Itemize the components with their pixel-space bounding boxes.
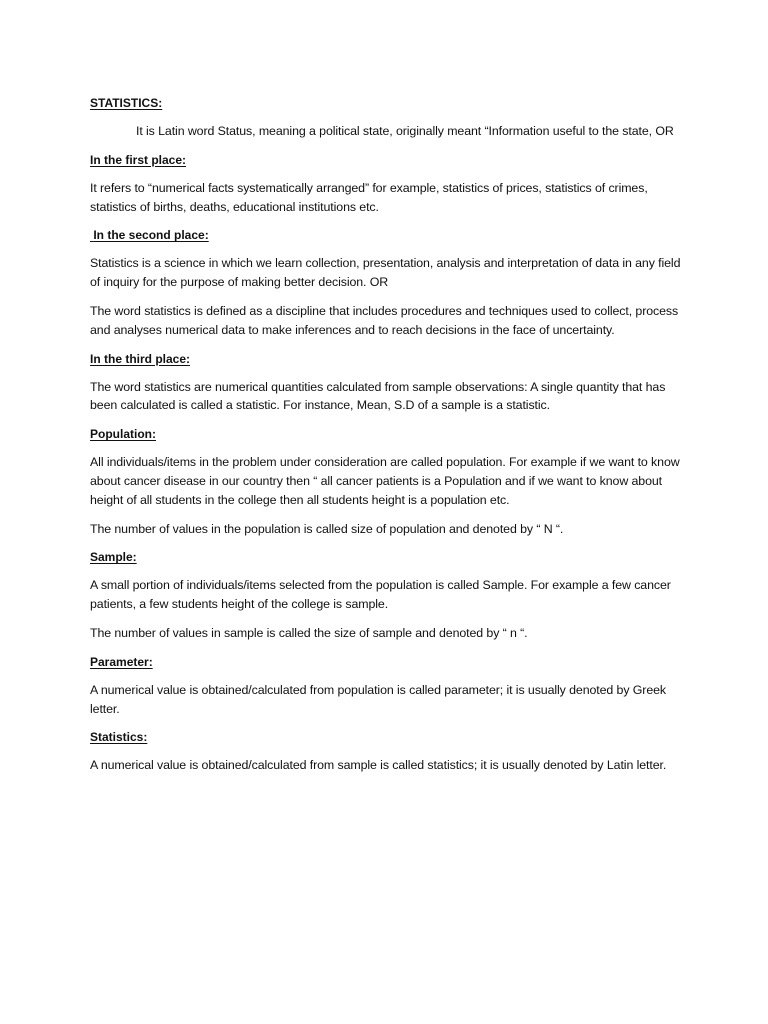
heading-population: Population: [90,427,156,442]
second-place-paragraph-1: Statistics is a science in which we learn collection, presentation, analysis and interpretation of data in any field of inquiry for the purpose of making better decision. OR [90,256,681,290]
heading-sample: Sample: [90,550,137,565]
heading-third-place: In the third place: [90,351,191,366]
sample-paragraph-1: A small portion of individuals/items selected from the population is called Sample. For example a few cancer patients, a few students height of the college is sample. [90,578,671,612]
sample-paragraph-2: The number of values in sample is called the size of sample and denoted by “ n “. [90,625,528,640]
intro-paragraph: It is Latin word Status, meaning a political state, originally meant “Information useful to the state, OR [136,124,674,138]
heading-second-place: In the second place: [93,228,209,243]
heading-parameter: Parameter: [90,654,153,669]
heading-statistics-definition: Statistics: [90,730,148,745]
heading-statistics: STATISTICS: [90,96,163,110]
third-place-paragraph: The word statistics are numerical quantities calculated from sample observations: A single quantity that has been calculated is called a statistic. For instance, Mean, S.D of a sample is a statistic. [90,379,666,413]
statistics-definition-paragraph: A numerical value is obtained/calculated from sample is called statistics; it is usually denoted by Latin letter. [90,758,667,773]
parameter-paragraph: A numerical value is obtained/calculated from population is called parameter; it is usually denoted by Greek letter. [90,682,667,716]
heading-first-place: In the first place: [90,152,187,167]
first-place-paragraph: It refers to “numerical facts systematically arranged” for example, statistics of prices, statistics of crimes, statistics of births, deaths, educational institutions etc. [90,180,648,214]
second-place-paragraph-2: The word statistics is defined as a discipline that includes procedures and techniques used to collect, process and analyses numerical data to make inferences and to reach decisions in the face of uncertainty. [90,303,679,337]
population-paragraph-1: All individuals/items in the problem under consideration are called population. For example if we want to know about cancer disease in our country then “ all cancer patients is a Population and if we want to know about height of all students in the college then all students height is a population etc. [90,455,680,507]
population-paragraph-2: The number of values in the population is called size of population and denoted by “ N “. [90,521,564,536]
